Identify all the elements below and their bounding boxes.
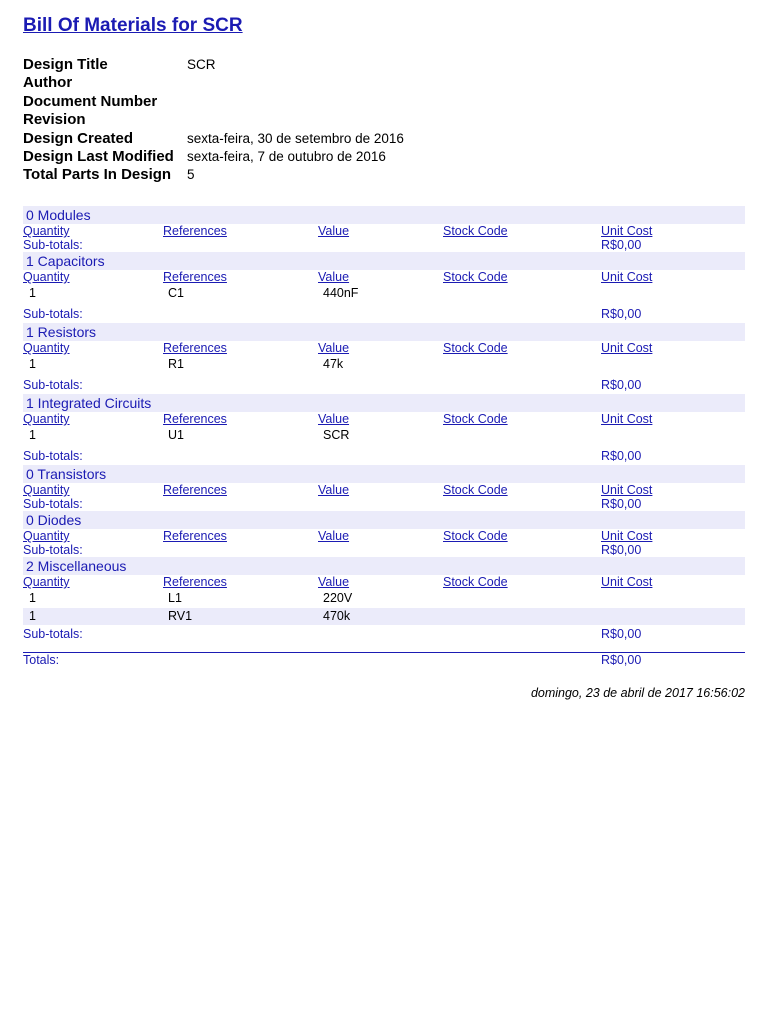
stock-code-column-link[interactable]: Stock Code — [443, 529, 508, 543]
subtotal-label: Sub-totals: — [23, 543, 83, 557]
meta-label: Total Parts In Design — [23, 166, 172, 184]
unit-cost-column-link[interactable]: Unit Cost — [601, 412, 653, 426]
quantity-column-link[interactable]: Quantity — [23, 270, 70, 284]
unit-cost-column-link[interactable]: Unit Cost — [601, 483, 653, 497]
meta-label: Revision — [23, 111, 86, 129]
subtotal-value: R$0,00 — [601, 378, 642, 392]
column-header-row — [23, 341, 745, 357]
totals-row — [23, 653, 745, 669]
column-header-row — [23, 575, 745, 591]
meta-row-design-last-modified — [23, 148, 404, 166]
table-row — [23, 428, 745, 444]
subtotal-row — [23, 543, 745, 557]
item-reference: U1 — [168, 427, 184, 442]
unit-cost-column-link[interactable]: Unit Cost — [601, 224, 653, 238]
subtotal-label: Sub-totals: — [23, 449, 83, 463]
value-column-link[interactable]: Value — [318, 341, 350, 355]
table-row — [23, 608, 745, 625]
quantity-column-link[interactable]: Quantity — [23, 224, 70, 238]
item-value: 470k — [323, 608, 351, 623]
references-column-link[interactable]: References — [163, 575, 227, 589]
design-info — [23, 56, 404, 185]
meta-row-total-parts — [23, 166, 404, 184]
column-header-row — [23, 483, 745, 497]
unit-cost-column-link[interactable]: Unit Cost — [601, 529, 653, 543]
meta-value: 5 — [187, 167, 195, 183]
item-value: SCR — [323, 427, 350, 442]
quantity-column-link[interactable]: Quantity — [23, 412, 70, 426]
quantity-column-link[interactable]: Quantity — [23, 341, 70, 355]
item-quantity: 1 — [29, 608, 36, 623]
subtotal-row — [23, 625, 745, 643]
value-column-link[interactable]: Value — [318, 412, 350, 426]
subtotal-row — [23, 301, 745, 321]
column-header-row — [23, 529, 745, 543]
item-quantity: 1 — [29, 285, 36, 300]
value-column-link[interactable]: Value — [318, 529, 350, 543]
meta-label: Design Created — [23, 129, 134, 147]
unit-cost-column-link[interactable]: Unit Cost — [601, 575, 653, 589]
subtotal-label: Sub-totals: — [23, 238, 83, 252]
meta-row-revision — [23, 111, 404, 129]
unit-cost-column-link[interactable]: Unit Cost — [601, 341, 653, 355]
stock-code-column-link[interactable]: Stock Code — [443, 270, 508, 284]
meta-row-design-title — [23, 56, 404, 74]
item-quantity: 1 — [29, 427, 36, 442]
quantity-column-link[interactable]: Quantity — [23, 529, 70, 543]
table-row — [23, 357, 745, 373]
meta-label: Author — [23, 74, 73, 92]
section-header-resistors: 1 Resistors — [23, 323, 745, 341]
totals-label: Totals: — [23, 652, 60, 667]
stock-code-column-link[interactable]: Stock Code — [443, 412, 508, 426]
item-reference: C1 — [168, 285, 184, 300]
meta-row-author — [23, 74, 404, 92]
item-value: 440nF — [323, 285, 359, 300]
item-quantity: 1 — [29, 356, 36, 371]
meta-row-design-created — [23, 130, 404, 148]
stock-code-column-link[interactable]: Stock Code — [443, 341, 508, 355]
value-column-link[interactable]: Value — [318, 483, 350, 497]
column-header-row — [23, 224, 745, 238]
item-reference: L1 — [168, 590, 182, 605]
stock-code-column-link[interactable]: Stock Code — [443, 483, 508, 497]
bom-table — [23, 206, 745, 668]
meta-value: SCR — [187, 57, 216, 72]
subtotal-label: Sub-totals: — [23, 626, 83, 641]
references-column-link[interactable]: References — [163, 341, 227, 355]
value-column-link[interactable]: Value — [318, 224, 350, 238]
subtotal-value: R$0,00 — [601, 449, 642, 463]
subtotal-label: Sub-totals: — [23, 307, 83, 321]
subtotal-label: Sub-totals: — [23, 378, 83, 392]
subtotal-row — [23, 372, 745, 392]
item-reference: R1 — [168, 356, 184, 371]
subtotal-label: Sub-totals: — [23, 497, 83, 511]
item-reference: RV1 — [168, 608, 193, 623]
value-column-link[interactable]: Value — [318, 575, 350, 589]
subtotal-row — [23, 443, 745, 463]
meta-value: sexta-feira, 30 de setembro de 2016 — [187, 130, 404, 146]
quantity-column-link[interactable]: Quantity — [23, 483, 70, 497]
item-quantity: 1 — [29, 590, 36, 605]
subtotal-value: R$0,00 — [601, 497, 642, 511]
meta-value: sexta-feira, 7 de outubro de 2016 — [187, 148, 386, 164]
subtotal-value: R$0,00 — [601, 626, 642, 641]
column-header-row — [23, 270, 745, 286]
section-header-capacitors: 1 Capacitors — [23, 252, 745, 270]
meta-row-document-number — [23, 93, 404, 111]
references-column-link[interactable]: References — [163, 270, 227, 284]
section-header-miscellaneous: 2 Miscellaneous — [23, 557, 745, 575]
item-value: 47k — [323, 356, 344, 371]
section-header-modules: 0 Modules — [23, 206, 745, 224]
stock-code-column-link[interactable]: Stock Code — [443, 575, 508, 589]
table-row — [23, 591, 745, 608]
meta-label: Design Last Modified — [23, 147, 174, 165]
meta-label: Design Title — [23, 56, 108, 73]
subtotal-row — [23, 238, 745, 252]
references-column-link[interactable]: References — [163, 529, 227, 543]
unit-cost-column-link[interactable]: Unit Cost — [601, 270, 653, 284]
totals-value: R$0,00 — [601, 652, 642, 667]
references-column-link[interactable]: References — [163, 224, 227, 238]
quantity-column-link[interactable]: Quantity — [23, 575, 70, 589]
section-header-transistors: 0 Transistors — [23, 465, 745, 483]
column-header-row — [23, 412, 745, 428]
section-header-integrated-circuits: 1 Integrated Circuits — [23, 394, 745, 412]
stock-code-column-link[interactable]: Stock Code — [443, 224, 508, 238]
subtotal-value: R$0,00 — [601, 238, 642, 252]
section-header-diodes: 0 Diodes — [23, 511, 745, 529]
references-column-link[interactable]: References — [163, 483, 227, 497]
item-value: 220V — [323, 590, 353, 605]
subtotal-row — [23, 497, 745, 511]
page-title[interactable]: Bill Of Materials for SCR — [23, 15, 243, 36]
table-row — [23, 286, 745, 302]
subtotal-value: R$0,00 — [601, 307, 642, 321]
subtotal-value: R$0,00 — [601, 543, 642, 557]
value-column-link[interactable]: Value — [318, 270, 350, 284]
generated-timestamp: domingo, 23 de abril de 2017 16:56:02 — [530, 686, 745, 700]
references-column-link[interactable]: References — [163, 412, 227, 426]
meta-label: Document Number — [23, 92, 158, 110]
